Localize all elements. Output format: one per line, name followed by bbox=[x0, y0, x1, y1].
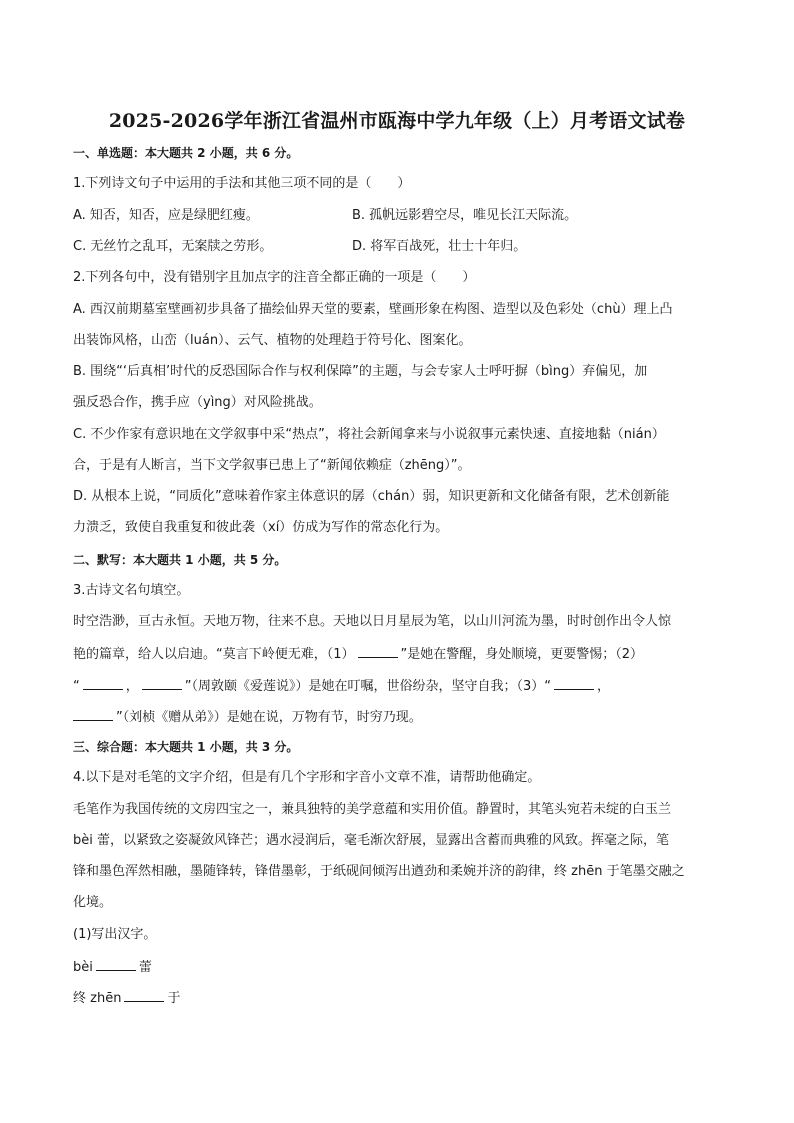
question-4-passage-line4: 化境。 bbox=[73, 895, 113, 910]
question-4-passage-line3: 锋和墨色浑然相融，墨随锋转，锋借墨彰，于纸砚间倾泻出遒劲和柔婉并济的韵律，终 zhēn 于笔墨交融之 bbox=[73, 864, 685, 879]
answer-blank-2b[interactable] bbox=[142, 676, 182, 690]
question-1-option-d: D. 将军百战死，壮士十年归。 bbox=[352, 239, 527, 254]
question-3-passage-line1: 时空浩渺，亘古永恒。天地万物，往来不息。天地以日月星辰为笔，以山川河流为墨，时时创作出令人惊 bbox=[73, 614, 672, 629]
question-1-option-a: A. 知否，知否，应是绿肥红瘦。 bbox=[73, 208, 259, 223]
question-4-fill-2: 终 zhēn 于 bbox=[73, 988, 180, 1008]
question-2-option-a-line1: A. 西汉前期墓室壁画初步具备了描绘仙界天堂的要素，壁画形象在构图、造型以及色彩处（chù）理上凸 bbox=[73, 302, 673, 317]
question-2-option-c-line2: 合，于是有人断言，当下文学叙事已患上了“新闻依赖症（zhēng）”。 bbox=[73, 458, 471, 473]
question-4-stem: 4.以下是对毛笔的文字介绍，但是有几个字形和字音小文章不准，请帮助他确定。 bbox=[73, 770, 541, 785]
question-3-passage-line3: “ ， ”（周敦颐《爱莲说》）是她在叮嘱，世俗纷杂，坚守自我；（3）“ ， bbox=[73, 676, 610, 696]
question-3-passage-line4: ”（刘桢《赠从弟》）是她在说，万物有节，时穷乃现。 bbox=[73, 707, 422, 727]
question-1-option-c: C. 无丝竹之乱耳，无案牍之劳形。 bbox=[73, 239, 273, 254]
question-2-option-b-line2: 强反恐合作，携手应（yìng）对风险挑战。 bbox=[73, 395, 322, 410]
answer-blank-3a[interactable] bbox=[554, 676, 594, 690]
section-heading-1: 一、单选题：本大题共 2 小题，共 6 分。 bbox=[73, 146, 299, 160]
question-2-option-b-line1: B. 围绕“‘后真相’时代的反恐国际合作与权利保障”的主题，与会专家人士呼吁摒（bìng）弃偏见，加 bbox=[73, 364, 648, 379]
section-heading-2: 二、默写：本大题共 1 小题，共 5 分。 bbox=[73, 553, 287, 567]
question-2-option-d-line1: D. 从根本上说，“同质化”意味着作家主体意识的孱（chán）弱，知识更新和文化储备有限，艺术创新能 bbox=[73, 489, 670, 504]
answer-blank-3b[interactable] bbox=[73, 707, 113, 721]
question-4-passage-line2: bèi 蕾，以紧致之姿凝敛风锋芒；遇水浸润后，毫毛渐次舒展，显露出含蓄而典雅的风致。挥毫之际，笔 bbox=[73, 833, 669, 848]
question-3-passage-line2: 艳的篇章，给人以启迪。“莫言下岭便无难，（1） ”是她在警醒，身处顺境，更要警惕；（2） bbox=[73, 644, 643, 664]
question-2-stem: 2.下列各句中，没有错别字且加点字的注音全都正确的一项是（ ） bbox=[73, 270, 476, 285]
question-4-passage-line1: 毛笔作为我国传统的文房四宝之一，兼具独特的美学意蕴和实用价值。静置时，其笔头宛若未绽的白玉兰 bbox=[73, 802, 672, 817]
page-title: 2025-2026学年浙江省温州市瓯海中学九年级（上）月考语文试卷 bbox=[108, 110, 686, 132]
answer-blank-bei[interactable] bbox=[96, 957, 136, 971]
answer-blank-2a[interactable] bbox=[83, 676, 123, 690]
answer-blank-1[interactable] bbox=[358, 644, 398, 658]
question-1-option-b: B. 孤帆远影碧空尽，唯见长江天际流。 bbox=[352, 208, 578, 223]
question-4-sub-1: (1)写出汉字。 bbox=[73, 927, 157, 942]
question-2-option-d-line2: 力溃乏，致使自我重复和彼此袭（xí）仿成为写作的常态化行为。 bbox=[73, 520, 449, 535]
answer-blank-zhen[interactable] bbox=[124, 988, 164, 1002]
question-2-option-a-line2: 出装饰风格，山峦（luán）、云气、植物的处理趋于符号化、图案化。 bbox=[73, 333, 472, 348]
question-3-stem: 3.古诗文名句填空。 bbox=[73, 583, 190, 598]
section-heading-3: 三、综合题：本大题共 1 小题，共 3 分。 bbox=[73, 740, 299, 754]
question-1-stem: 1.下列诗文句子中运用的手法和其他三项不同的是（ ） bbox=[73, 176, 411, 191]
question-2-option-c-line1: C. 不少作家有意识地在文学叙事中采“热点”，将社会新闻拿来与小说叙事元素快速、直接地黏（nián） bbox=[73, 427, 665, 442]
question-4-fill-1: bèi 蕾 bbox=[73, 957, 152, 977]
